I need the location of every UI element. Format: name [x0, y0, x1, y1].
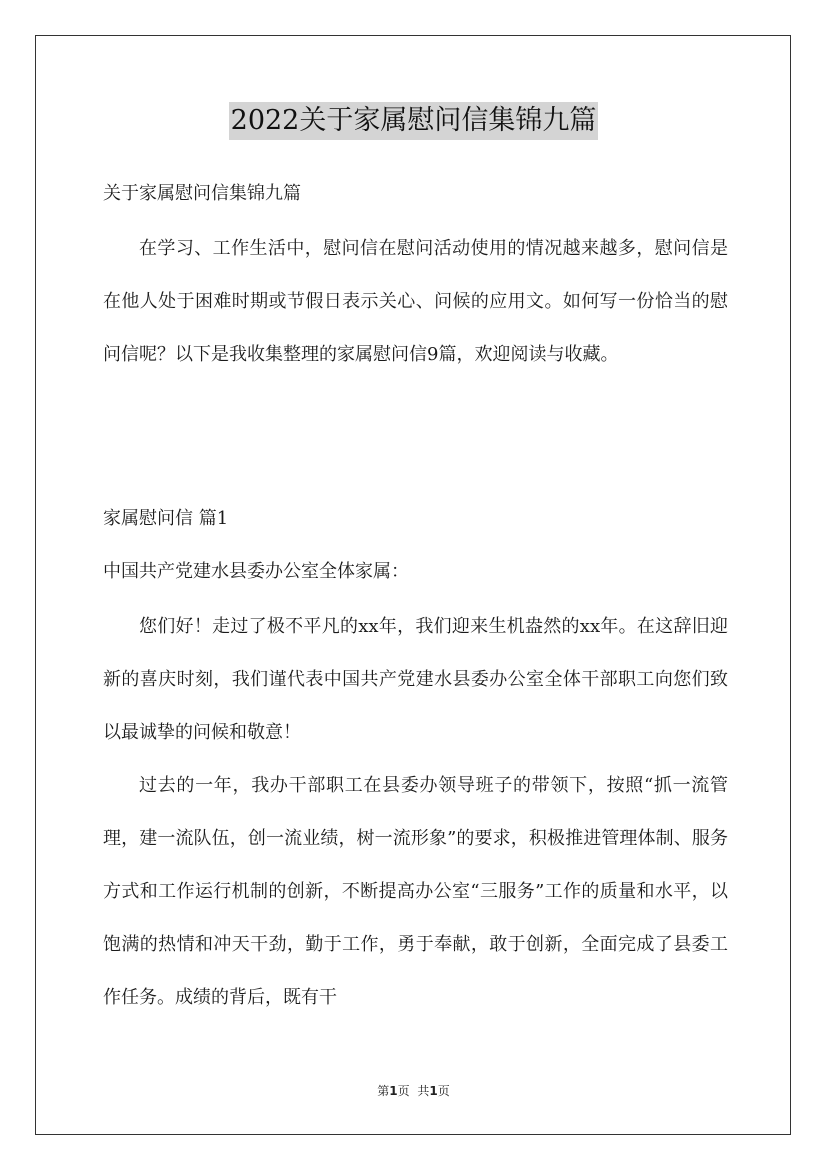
intro-paragraph: 在学习、工作生活中，慰问信在慰问活动使用的情况越来越多，慰问信是在他人处于困难时期或节假日表示关心、问候的应用文。如何写一份恰当的慰问信呢？以下是我收集整理的家属慰问信9篇，欢迎阅读与收藏。 [103, 238, 728, 365]
section-heading: 家属慰问信 篇1 [103, 508, 229, 529]
page-label-suffix: 页 [397, 1084, 410, 1098]
body-paragraph-1: 您们好！走过了极不平凡的xx年，我们迎来生机盎然的xx年。在这辞旧迎新的喜庆时刻，我们谨代表中国共产党建水县委办公室全体干部职工向您们致以最诚挚的问候和敬意！ [103, 616, 728, 743]
page-label-prefix: 第 [377, 1084, 390, 1098]
body-paragraph-2: 过去的一年，我办干部职工在县委办领导班子的带领下，按照“抓一流管理，建一流队伍，创一流业绩，树一流形象”的要求，积极推进管理体制、服务方式和工作运行机制的创新，不断提高办公室“三服务”工作的质量和水平，以饱满的热情和冲天干劲，勤于工作，勇于奉献，敢于创新，全面完成了县委工作任务。成绩的背后，既有干 [103, 775, 728, 1008]
document-title: 2022关于家属慰问信集锦九篇 [229, 102, 599, 140]
document-subtitle: 关于家属慰问信集锦九篇 [103, 183, 301, 204]
page-footer [0, 1082, 827, 1099]
total-label-suffix: 页 [437, 1084, 450, 1098]
total-pages: 1 [429, 1084, 438, 1098]
salutation: 中国共产党建水县委办公室全体家属： [103, 561, 409, 582]
page-number: 1 [389, 1084, 398, 1098]
title-container [0, 102, 827, 140]
total-label-prefix: 共 [417, 1084, 430, 1098]
